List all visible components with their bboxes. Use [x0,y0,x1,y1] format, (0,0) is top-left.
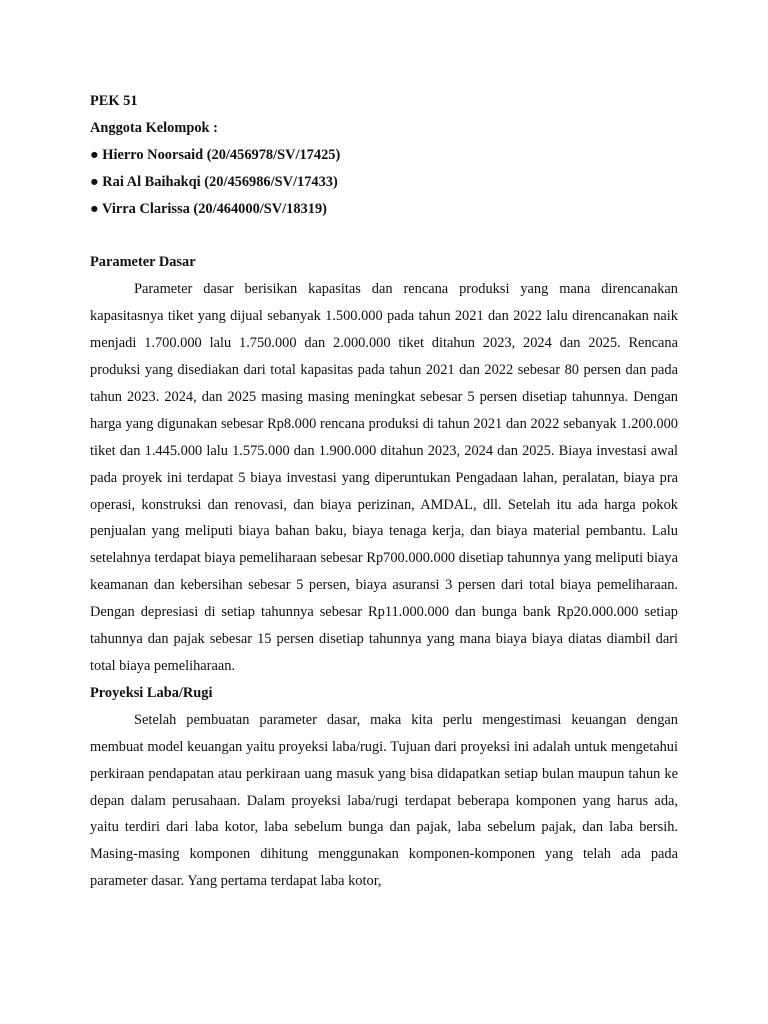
group-title: PEK 51 [90,93,138,109]
section-paragraph-proyeksi-laba-rugi: Setelah pembuatan parameter dasar, maka kita perlu mengestimasi keuangan dengan membuat model keuangan yaitu proyeksi laba/rugi. Tujuan dari proyeksi ini adalah untuk mengetahui perkiraan pendapatan atau perkiraan uang masuk yang bisa didapatkan setiap bulan maupun tahun ke depan dalam perusahaan. Dalam proyeksi laba/rugi terdapat beberapa komponen yang harus ada, yaitu terdiri dari laba kotor, laba sebelum bunga dan pajak, laba sebelum pajak, dan laba bersih. Masing-masing komponen dihitung menggunakan komponen-komponen yang telah ada pada parameter dasar. Yang pertama terdapat laba kotor, [90,711,678,890]
section-heading-proyeksi-laba-rugi: Proyeksi Laba/Rugi [90,684,213,701]
section-heading-parameter-dasar: Parameter Dasar [90,254,196,271]
blank-line [90,223,678,250]
member-item: ● Rai Al Baihakqi (20/456986/SV/17433) [90,173,338,190]
document-page [90,88,678,895]
member-item: ● Hierro Noorsaid (20/456978/SV/17425) [90,146,341,163]
members-heading: Anggota Kelompok : [90,119,218,136]
section-paragraph-parameter-dasar: Parameter dasar berisikan kapasitas dan rencana produksi yang mana direncanakan kapasitasnya tiket yang dijual sebanyak 1.500.000 pada tahun 2021 dan 2022 lalu direncanakan naik menjadi 1.700.000 lalu 1.750.000 dan 2.000.000 tiket ditahun 2023, 2024 dan 2025. Rencana produksi yang disediakan dari total kapasitas pada tahun 2021 dan 2022 sebesar 80 persen dan pada tahun 2023. 2024, dan 2025 masing masing meningkat sebesar 5 persen disetiap tahunnya. Dengan harga yang digunakan sebesar Rp8.000 rencana produksi di tahun 2021 dan 2022 sebanyak 1.200.000 tiket dan 1.445.000 lalu 1.575.000 dan 1.900.000 ditahun 2023, 2024 dan 2025. Biaya investasi awal pada proyek ini terdapat 5 biaya investasi yang diperuntukan Pengadaan lahan, peralatan, biaya pra operasi, konstruksi dan renovasi, dan biaya perizinan, AMDAL, dll. Setelah itu ada harga pokok penjualan yang meliputi biaya bahan baku, biaya tenaga kerja, dan biaya material pembantu. Lalu setelahnya terdapat biaya pemeliharaan sebesar Rp700.000.000 disetiap tahunnya yang meliputi biaya keamanan dan kebersihan sebesar 5 persen, biaya asuransi 3 persen dari total biaya pemeliharaan. Dengan depresiasi di setiap tahunnya sebesar Rp11.000.000 dan bunga bank Rp20.000.000 setiap tahunnya dan pajak sebesar 15 persen disetiap tahunnya yang mana biaya biaya diatas diambil dari total biaya pemeliharaan. [90,281,678,675]
member-item: ● Virra Clarissa (20/464000/SV/18319) [90,200,327,217]
